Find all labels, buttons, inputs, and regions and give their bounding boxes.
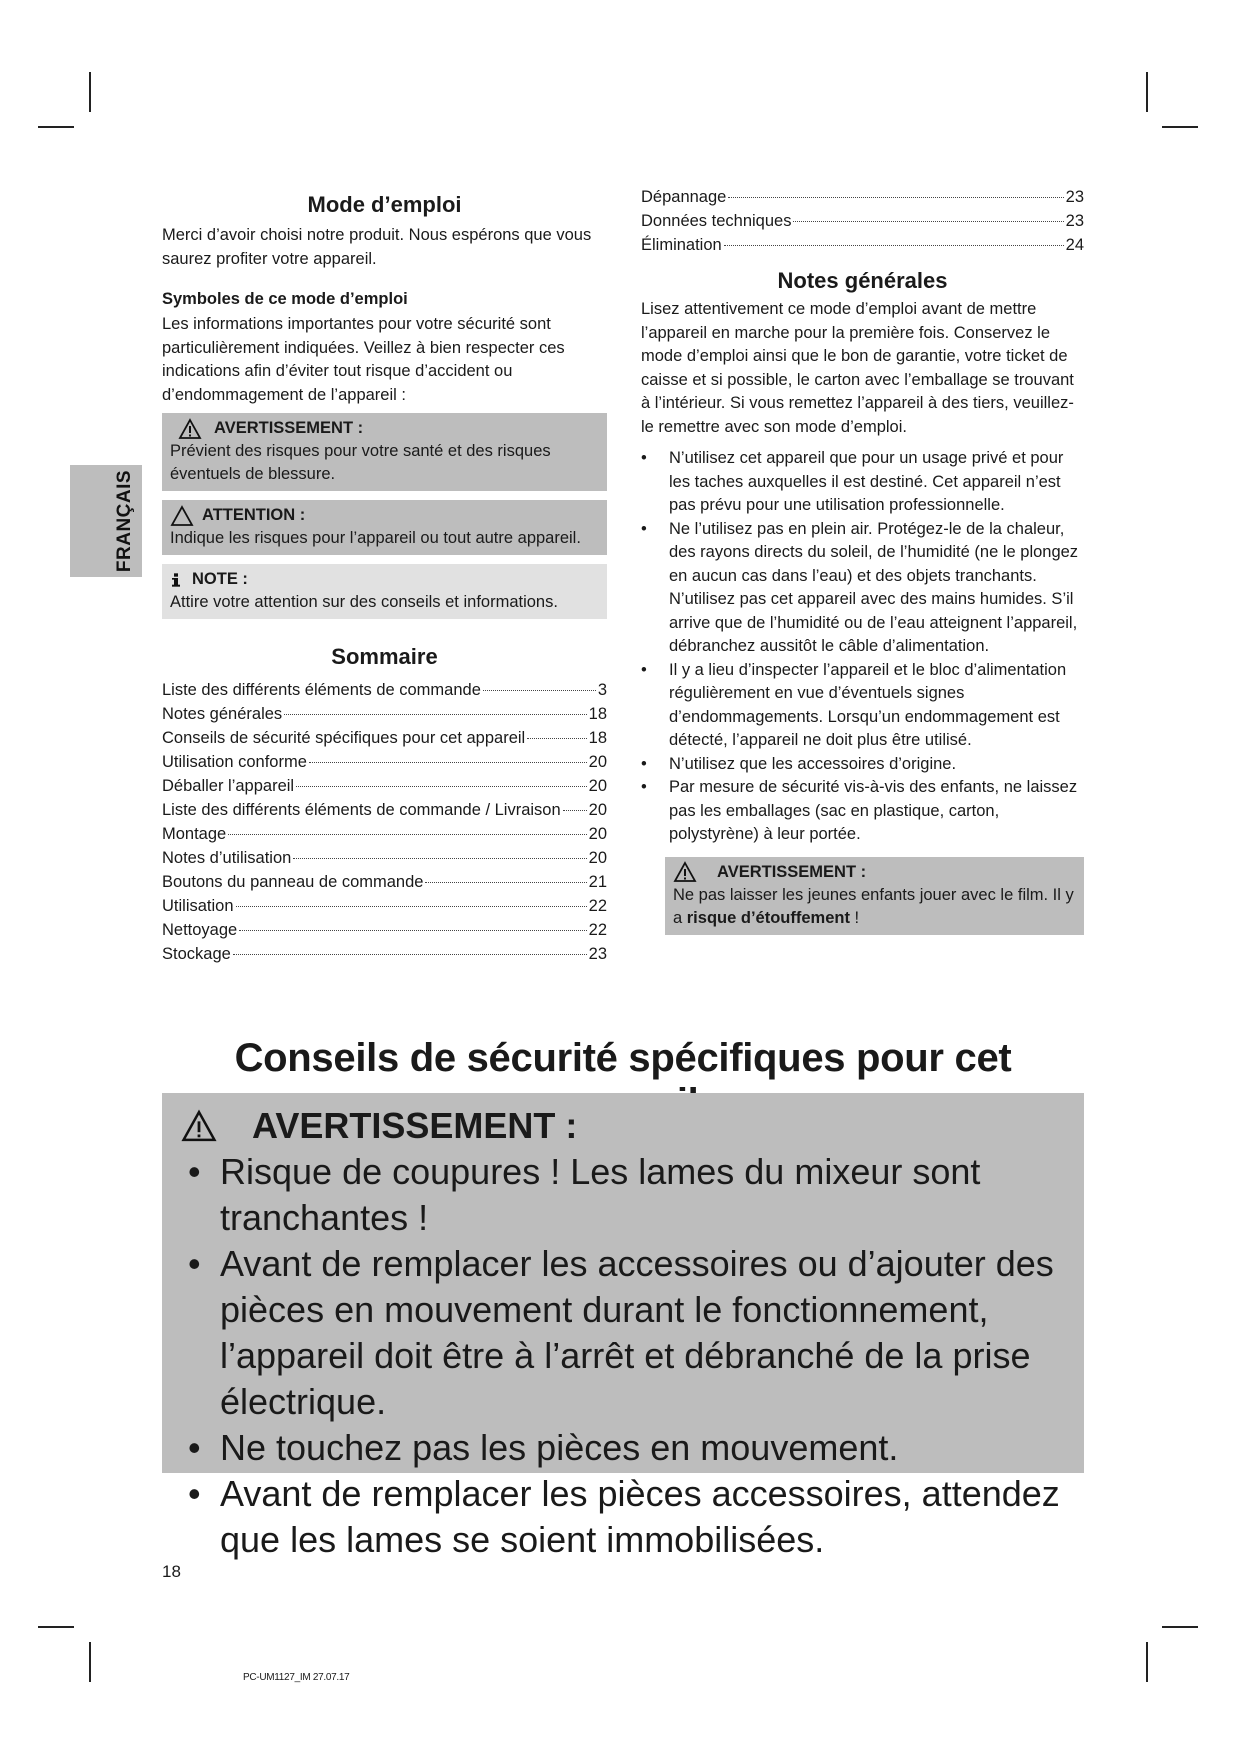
general-note-item: • N’utilisez cet appareil que pour un usage privé et pour les taches auxquelles il est destiné. Cet appareil n’est pas prévu pour une utilisation professionnelle. [641,447,1084,518]
toc-entry-label: Notes d’utilisation [162,849,292,867]
toc-entry-label: Conseils de sécurité spécifiques pour cet appareil [162,729,526,747]
toc-dot-leader [239,930,586,931]
attention-box-title [170,504,599,527]
toc-entry-label: Élimination [641,236,722,254]
toc-entry-label: Notes générales [162,705,283,723]
safety-warning-title: AVERTISSEMENT : [252,1105,578,1146]
language-tab-label: FRANÇAIS [114,469,135,573]
toc-dot-leader [293,858,586,859]
warning-box-title [170,417,599,440]
toc-entry-page: 23 [588,945,607,963]
toc-entry-page: 22 [588,921,607,939]
toc-entry-label: Utilisation [162,897,234,915]
toc-entry-page: 18 [588,729,607,747]
toc-entry [162,798,607,822]
mode-emploi-title: Mode d’emploi [307,192,462,217]
intro-text: Merci d’avoir choisi notre produit. Nous espérons que vous saurez profiter votre appareil. [162,226,592,268]
toc-entry-label: Montage [162,825,227,843]
toc-dot-leader [483,690,596,691]
warning-text: Prévient des risques pour votre santé et des risques éventuels de blessure. [170,442,551,483]
attention-box [162,500,607,555]
toc-entry [162,678,607,702]
table-of-contents [162,678,607,966]
toc-entry [641,233,1084,257]
toc-entry-label: Nettoyage [162,921,238,939]
safety-warning-item: • Risque de coupures ! Les lames du mixeur sont tranchantes ! [180,1149,1066,1241]
right-warning-text-bold: risque d’étouffement [686,908,850,927]
toc-entry-page: 3 [597,681,607,699]
right-column [641,188,1084,935]
safety-warning-item: • Avant de remplacer les accessoires ou d’ajouter des pièces en mouvement durant le fonctionnement, l’appareil doit être à l’arrêt et débranché de la prise électrique. [180,1241,1066,1425]
toc-dot-leader [296,786,587,787]
toc-dot-leader [309,762,587,763]
toc-entry [641,209,1084,233]
general-notes-list [641,447,1084,847]
warning-title: AVERTISSEMENT : [214,419,364,437]
toc-entry-page: 20 [588,753,607,771]
toc-entry-label: Utilisation conforme [162,753,307,771]
toc-entry [162,702,607,726]
crop-mark [1162,126,1198,128]
toc-dot-leader [236,906,587,907]
toc-entry-label: Liste des différents éléments de commande / Livraison [162,801,561,819]
symbols-text: Les informations importantes pour votre sécurité sont particulièrement indiquées. Veillez à bien respecter ces indications afin d’éviter tout risque d’accident ou d’endommagement de l’appareil : [162,315,565,404]
right-warning-text [673,884,1076,930]
right-warning-title-row [673,861,1076,884]
toc-entry [162,822,607,846]
note-box [162,564,607,619]
left-column [162,192,607,966]
table-of-contents-continued [641,185,1084,257]
toc-entry-page: 21 [588,873,607,891]
toc-entry [162,918,607,942]
toc-entry-page: 22 [588,897,607,915]
sommaire-title: Sommaire [331,644,438,669]
toc-entry [162,942,607,966]
crop-mark [1146,1642,1148,1682]
note-box-title [170,568,599,591]
toc-entry-page: 18 [588,705,607,723]
note-text: Attire votre attention sur des conseils et informations. [170,593,558,611]
toc-dot-leader [728,197,1063,198]
notes-generales-title: Notes générales [777,268,948,293]
footer-code: PC-UM1127_IM 27.07.17 [243,1672,350,1683]
general-note-item: • Ne l’utilisez pas en plein air. Protégez-le de la chaleur, des rayons directs du soleil, de l’humidité (ne le plongez en aucun cas dans l’eau) et des objets tranchants. N’utilisez pas cet appareil avec des mains humides. S’il arrive que de l’humidité ou de l’eau atteignent l’appareil, débranchez aussitôt le câble d’alimentation. [641,518,1084,659]
warning-triangle-icon [178,418,202,440]
toc-entry [162,774,607,798]
toc-entry-label: Boutons du panneau de commande [162,873,424,891]
toc-entry [162,750,607,774]
general-note-item: • Par mesure de sécurité vis-à-vis des enfants, ne laissez pas les emballages (sac en plastique, carton, polystyrène) à leur portée. [641,776,1084,847]
safety-warning-item: • Ne touchez pas les pièces en mouvement. [180,1425,1066,1471]
crop-mark [1146,72,1148,112]
toc-entry-page: 20 [588,801,607,819]
toc-dot-leader [233,954,587,955]
toc-dot-leader [724,245,1064,246]
toc-dot-leader [563,810,587,811]
crop-mark [89,1642,91,1682]
page-number: 18 [162,1562,181,1581]
right-warning-text-c: ! [849,908,860,927]
warning-box [162,413,607,491]
toc-entry-page: 20 [588,777,607,795]
crop-mark [89,72,91,112]
safety-warning-box [162,1093,1084,1560]
symbols-heading: Symboles de ce mode d’emploi [162,290,408,308]
toc-dot-leader [228,834,586,835]
toc-entry-label: Liste des différents éléments de commande [162,681,481,699]
toc-entry-label: Dépannage [641,188,727,206]
toc-entry-label: Données techniques [641,212,792,230]
warning-triangle-icon [673,861,697,883]
general-note-item: • Il y a lieu d’inspecter l’appareil et le bloc d’alimentation régulièrement en vue d’éventuels signes d’endommagements. Lorsqu’un endommagement est détecté, l’appareil ne doit plus être utilisé. [641,659,1084,753]
right-warning-text-a: Ne pas laisser les jeunes enfants jouer avec le film. Il y a [673,885,1074,927]
toc-dot-leader [425,882,586,883]
toc-dot-leader [527,738,586,739]
toc-entry [162,846,607,870]
toc-entry [641,185,1084,209]
right-warning-box [665,857,1084,935]
safety-warning-title-row [180,1103,1066,1149]
toc-entry-page: 24 [1065,236,1084,254]
warning-triangle-icon [180,1109,218,1143]
toc-entry-page: 20 [588,825,607,843]
general-note-item: • N’utilisez que les accessoires d’origine. [641,753,1084,777]
crop-mark [38,1626,74,1628]
toc-dot-leader [284,714,586,715]
toc-entry-label: Déballer l’appareil [162,777,295,795]
toc-entry-page: 23 [1065,188,1084,206]
safety-warning-list [180,1149,1066,1563]
caution-triangle-icon [170,505,194,527]
attention-title: ATTENTION : [202,506,306,524]
toc-entry [162,870,607,894]
crop-mark [38,126,74,128]
info-icon [170,569,186,591]
toc-entry-page: 23 [1065,212,1084,230]
attention-text: Indique les risques pour l’appareil ou tout autre appareil. [170,529,581,547]
safety-warning-item: • Avant de remplacer les pièces accessoires, attendez que les lames se soient immobilisées. [180,1471,1066,1563]
toc-entry [162,894,607,918]
toc-entry [162,726,607,750]
crop-mark [1162,1626,1198,1628]
safety-section-title: Conseils de sécurité spécifiques pour cet [234,1036,1012,1080]
notes-intro: Lisez attentivement ce mode d’emploi avant de mettre l’appareil en marche pour la première fois. Conservez le mode d’emploi ainsi que le bon de garantie, votre ticket de caisse et si possible, le carton avec l’emballage se trouvant à l’intérieur. Si vous remettez l’appareil à des tiers, veuillez-le remettre avec son mode d’emploi. [641,300,1074,436]
toc-entry-label: Stockage [162,945,231,963]
right-warning-title: AVERTISSEMENT : [717,862,867,881]
toc-dot-leader [793,221,1063,222]
note-title: NOTE : [192,570,248,588]
toc-entry-page: 20 [588,849,607,867]
